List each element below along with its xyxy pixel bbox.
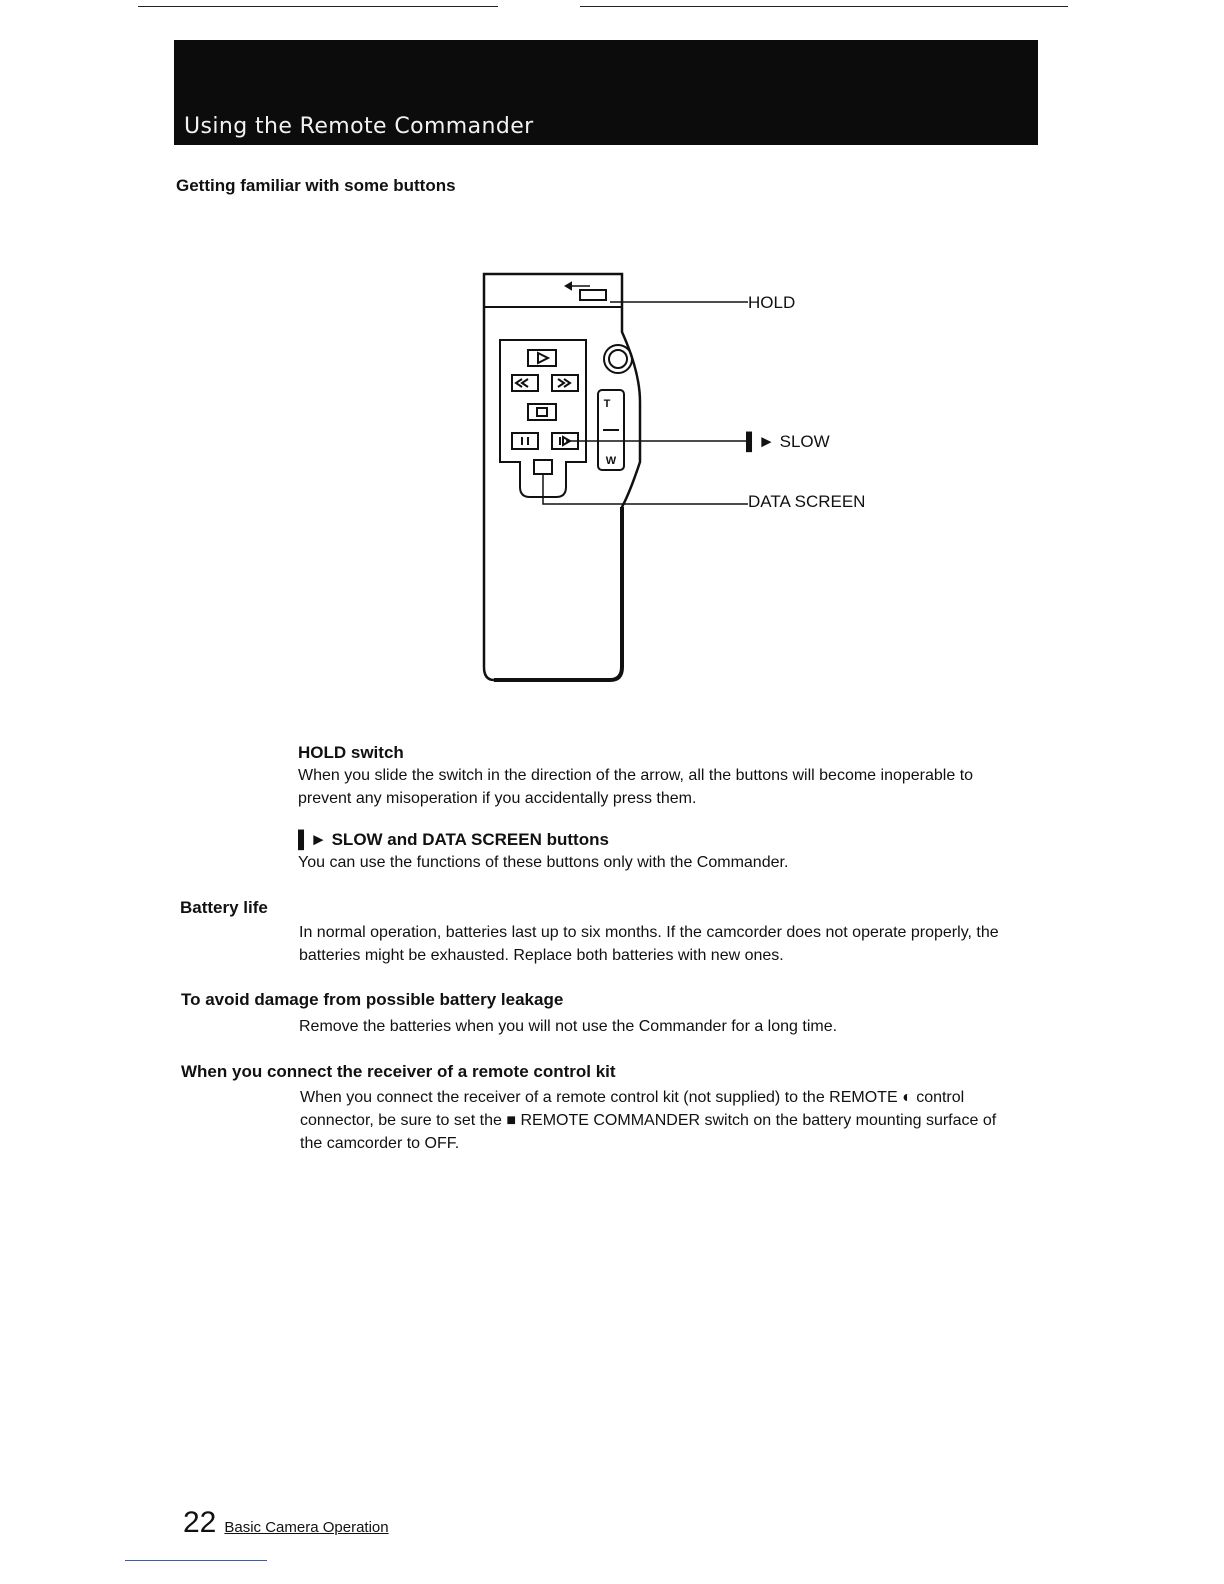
zoom-tele-label: T xyxy=(603,398,611,410)
hold-callout: HOLD xyxy=(748,293,796,312)
top-rule-left xyxy=(138,6,498,7)
battery-heading: Battery life xyxy=(180,898,268,917)
page-number: 22 xyxy=(183,1506,217,1539)
receiver-heading: When you connect the receiver of a remote control kit xyxy=(181,1062,616,1081)
slow-heading-text: SLOW and DATA SCREEN buttons xyxy=(331,830,609,849)
top-rule-right xyxy=(580,6,1068,7)
receiver-body-part2: control connector, be sure to set the xyxy=(300,1089,965,1129)
receiver-body-part1: When you connect the receiver of a remote control kit (not supplied) to the REMOTE xyxy=(300,1089,898,1106)
remote-connector-icon: ◐ xyxy=(902,1089,912,1106)
remote-commander-icon: ■ xyxy=(506,1112,517,1129)
slow-heading-icon: ▌► xyxy=(298,830,332,849)
battery-body: In normal operation, batteries last up to six months. If the camcorder does not operate properly, the batteries might be exhausted. Replace both batteries with new ones. xyxy=(299,924,999,964)
slow-icon: ▌► xyxy=(746,432,775,451)
bottom-rule xyxy=(125,1560,267,1561)
data-screen-leader-line xyxy=(543,474,748,504)
data-screen-callout: DATA SCREEN xyxy=(748,492,866,511)
hold-heading: HOLD switch xyxy=(298,743,404,762)
slow-body: You can use the functions of these buttons only with the Commander. xyxy=(298,854,789,871)
remote-commander-diagram xyxy=(470,262,910,692)
receiver-body xyxy=(300,1086,1020,1155)
slow-callout xyxy=(746,432,830,452)
slow-heading xyxy=(298,828,998,851)
page-title: Using the Remote Commander xyxy=(184,114,534,139)
zoom-wide-label: W xyxy=(605,455,617,467)
hold-switch-icon xyxy=(580,290,606,300)
slow-description xyxy=(298,828,998,874)
hold-body: When you slide the switch in the direction of the arrow, all the buttons will become inoperable to prevent any misoperation if you accidentally press them. xyxy=(298,767,974,807)
section-heading: Getting familiar with some buttons xyxy=(176,176,456,195)
footer-section: Basic Camera Operation xyxy=(224,1519,389,1536)
hold-description xyxy=(298,741,998,810)
slow-callout-label: SLOW xyxy=(779,432,830,451)
section-banner xyxy=(174,40,1038,145)
page-footer xyxy=(183,1506,389,1540)
leakage-body: Remove the batteries when you will not use the Commander for a long time. xyxy=(299,1018,838,1035)
remote-illustration xyxy=(470,262,910,692)
receiver-body-part3: REMOTE COMMANDER switch on the battery mounting surface of the camcorder to OFF. xyxy=(300,1112,997,1152)
leakage-heading: To avoid damage from possible battery leakage xyxy=(181,990,564,1009)
